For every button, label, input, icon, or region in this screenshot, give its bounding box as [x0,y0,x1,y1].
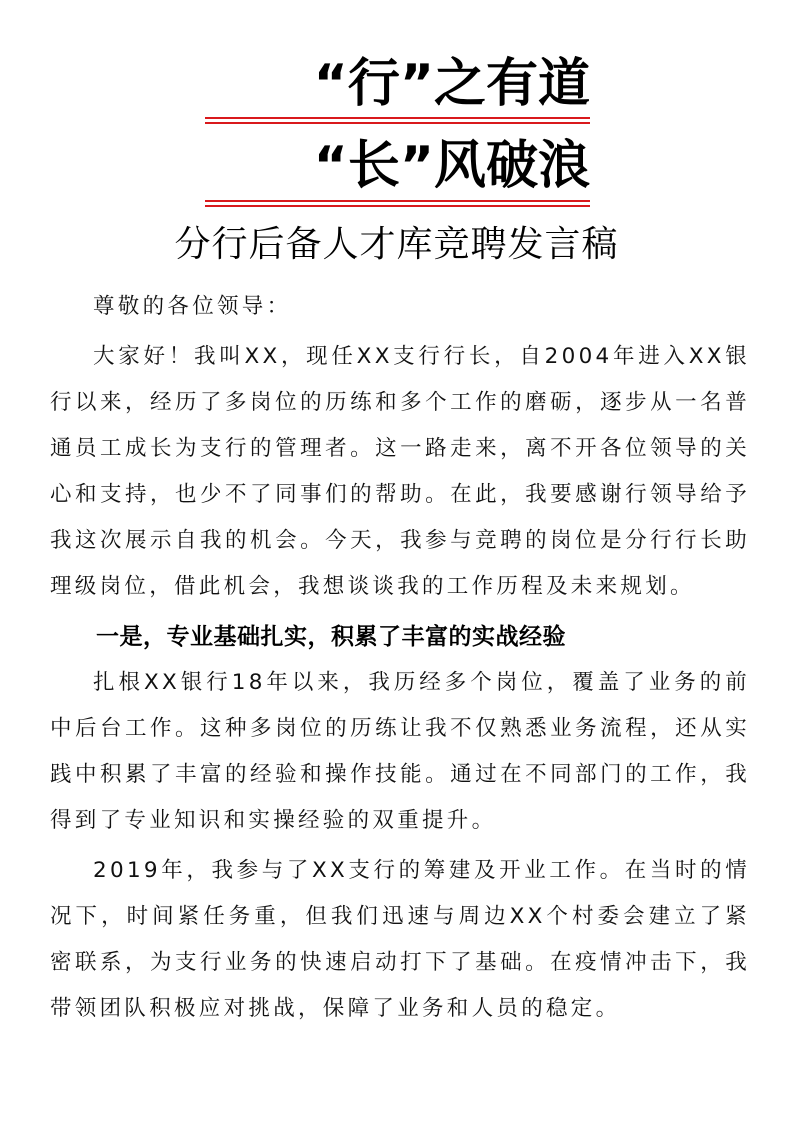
section-heading-1: 一是，专业基础扎实，积累了丰富的实战经验 [96,624,566,650]
paragraph-section-1-a: 扎根XX银行18年以来，我历经多个岗位，覆盖了业务的前中后台工作。这种多岗位的历练让我不仅熟悉业务流程，还从实践中积累了丰富的经验和操作技能。通过在不同部门的工作，我得到了专业知识和实操经验的双重提升。 [50,670,750,833]
title-rule-2-bottom [205,205,590,207]
title-rule-1-bottom [205,122,590,124]
document-body [50,284,750,1032]
paragraph-section-1-b: 2019年，我参与了XX支行的筹建及开业工作。在当时的情况下，时间紧任务重，但我们迅速与周边XX个村委会建立了紧密联系，为支行业务的快速启动打下了基础。在疫情冲击下，我带领团队积极应对挑战，保障了业务和人员的稳定。 [50,858,750,1021]
title-rule-1-top [205,117,590,119]
title-line-2: “长”风破浪 [313,136,590,196]
paragraph-intro: 大家好！我叫XX，现任XX支行行长，自2004年进入XX银行以来，经历了多岗位的历练和多个工作的磨砺，逐步从一名普通员工成长为支行的管理者。这一路走来，离不开各位领导的关心和支持，也少不了同事们的帮助。在此，我要感谢行领导给予我这次展示自我的机会。今天，我参与竞聘的岗位是分行行长助理级岗位，借此机会，我想谈谈我的工作历程及未来规划。 [50,344,750,599]
title-rule-2-top [205,200,590,202]
greeting: 尊敬的各位领导： [93,294,292,319]
subtitle: 分行后备人才库竞聘发言稿 [174,224,619,265]
title-line-1: “行”之有道 [313,54,590,114]
